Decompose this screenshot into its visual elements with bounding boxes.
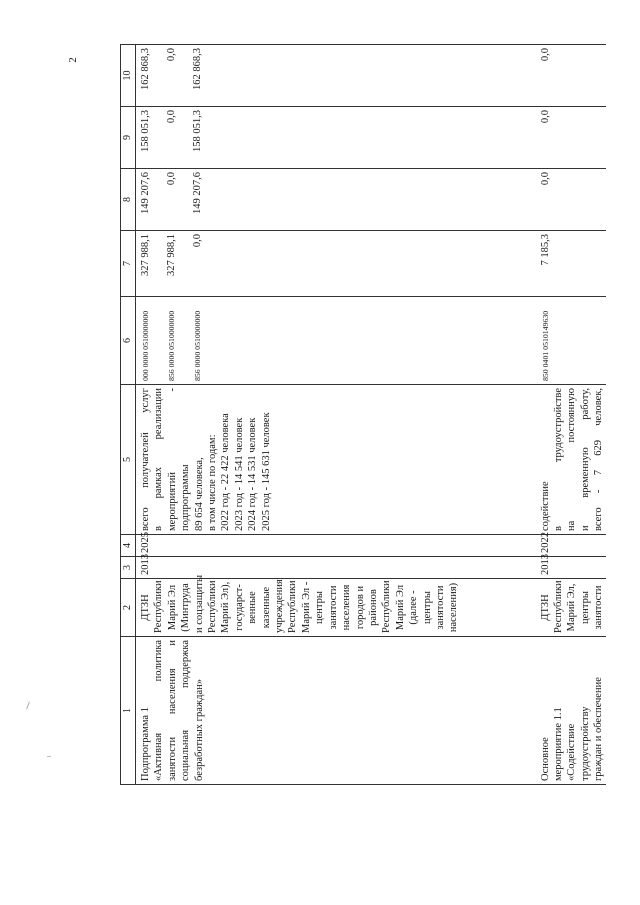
text-line: в трудоустройстве [552,388,564,531]
text-line: Республики [381,580,393,633]
start-year-cell: 2013 [531,557,606,579]
text-line: Марий Эл, [566,583,578,632]
amount-value: 162 868,3 [192,48,203,90]
header-row [121,45,136,785]
text-line: трудоустройству [579,706,591,781]
amount-value: 0,0 [166,48,177,62]
amount-total-cell [531,231,606,297]
text-line: 2025 год - 145 631 человек [260,412,272,531]
program-name-cell [531,637,606,785]
program-table [120,44,606,785]
budget-code: 856 0000 0510000000 [193,310,202,381]
amount-year-cell [136,45,531,107]
text-line: Марий Эл - [300,581,312,633]
amount-year-cell [531,45,606,107]
header-cell: 6 [121,297,136,385]
indicator-cell [136,385,531,535]
text-line: Основное [539,737,551,781]
text-line: населения) [448,582,460,633]
text-line: социальная поддержка [180,640,192,781]
amount-total-cell [136,231,531,297]
executor-cell [136,574,531,637]
text-line: Республики [207,580,219,633]
table-row [531,45,606,785]
text-line: на постоянную [566,388,578,531]
header-cell: 10 [121,45,136,107]
budget-code: 000 0000 0510000000 [141,310,150,381]
text-line: Республики [287,580,299,633]
text-line: Республики [153,580,165,633]
executor-cell [531,579,606,637]
amount-year-cell [531,169,606,231]
amount-value: 158 051,3 [140,110,151,152]
header-cell: 9 [121,107,136,169]
header-cell: 7 [121,231,136,297]
text-line: Марий Эл [394,584,406,631]
scan-mark [47,756,51,757]
text-line: Подпрограмма 1 [140,707,151,781]
amount-value: 0,0 [539,48,551,62]
header-cell: 3 [121,557,136,579]
amount-value: 0,0 [166,110,177,124]
text-line: казенные [260,586,272,629]
header-cell: 5 [121,385,136,535]
table-row [136,45,531,785]
header-cell: 4 [121,535,136,557]
end-year-cell: 2022 [531,535,606,557]
text-line: центры [314,591,326,624]
amount-value: 149 207,6 [140,172,151,214]
text-line: занятости населения и [166,640,178,781]
page-number: 2 [66,57,79,63]
text-line: центры [421,591,433,624]
text-line: подпрограммы [180,464,192,531]
amount-value: 0,0 [192,234,203,248]
text-line: мероприятие 1.1 [552,707,564,781]
text-line: «Активная политика [153,640,165,781]
text-line: мероприятий - [166,388,178,531]
amount-value: 149 207,6 [192,172,203,214]
text-line: занятости [593,585,605,630]
budget-code: 850 0401 0510149630 [540,310,550,381]
amount-value: 7 185,3 [539,234,551,266]
text-line: Марий Эл [166,584,178,631]
text-line: всего получателей услуг [140,388,151,531]
text-line: государст- [233,584,245,631]
text-line: занятости [327,585,339,630]
end-year-cell: 2025 [136,535,531,557]
text-line: районов [367,589,379,626]
landscape-sheet [120,45,640,785]
text-line: в том числе по годам: [207,434,219,531]
text-line: Республики [552,580,564,633]
amount-value: 0,0 [166,172,177,186]
text-line: «Содействие [566,723,578,781]
indicator-cell [531,385,606,535]
budget-code-cell [136,297,531,385]
text-line: (Минтруда [180,583,192,632]
text-line: центры [579,591,591,624]
text-line: содействие [539,481,551,531]
text-line: 2022 год - 22 422 человека [220,413,232,531]
text-line: (далее - [408,590,420,625]
text-line: ДТЗН [539,594,551,621]
text-line: городов и [354,585,366,630]
text-line: 2023 год - 14 541 человек [233,417,245,531]
text-line: и соцзащиты [193,574,205,633]
amount-value: 327 988,1 [140,234,151,276]
text-line: занятости [434,585,446,630]
scan-mark [26,702,30,710]
text-line: граждан и обеспечение [593,677,605,781]
header-cell: 8 [121,169,136,231]
amount-value: 327 988,1 [166,234,177,276]
header-cell: 2 [121,579,136,637]
header-cell: 1 [121,637,136,785]
amount-value: 158 051,3 [192,110,203,152]
amount-year-cell [136,169,531,231]
amount-value: 162 868,3 [140,48,151,90]
text-line: венные [247,591,259,624]
text-line: в рамках реализации [153,388,165,531]
text-line: 2024 год - 14 531 человек [247,417,259,531]
amount-year-cell [136,107,531,169]
text-line: Марий Эл), [220,581,232,633]
amount-value: 0,0 [539,110,551,124]
amount-year-cell [531,107,606,169]
text-line: 89 654 человека, [193,457,205,531]
budget-code-cell [531,297,606,385]
amount-value: 0,0 [539,172,551,186]
text-line: населения [341,584,353,631]
start-year-cell: 2013 [136,557,531,579]
budget-code: 856 0000 0510000000 [167,310,176,381]
program-name-cell [136,637,531,785]
text-line: безработных граждан» [193,679,205,781]
text-line: всего - 7 629 человек, [593,388,605,531]
text-line: и временную работу, [579,388,591,531]
text-line: учреждения [274,579,286,633]
text-line: ДТЗН [140,594,151,621]
